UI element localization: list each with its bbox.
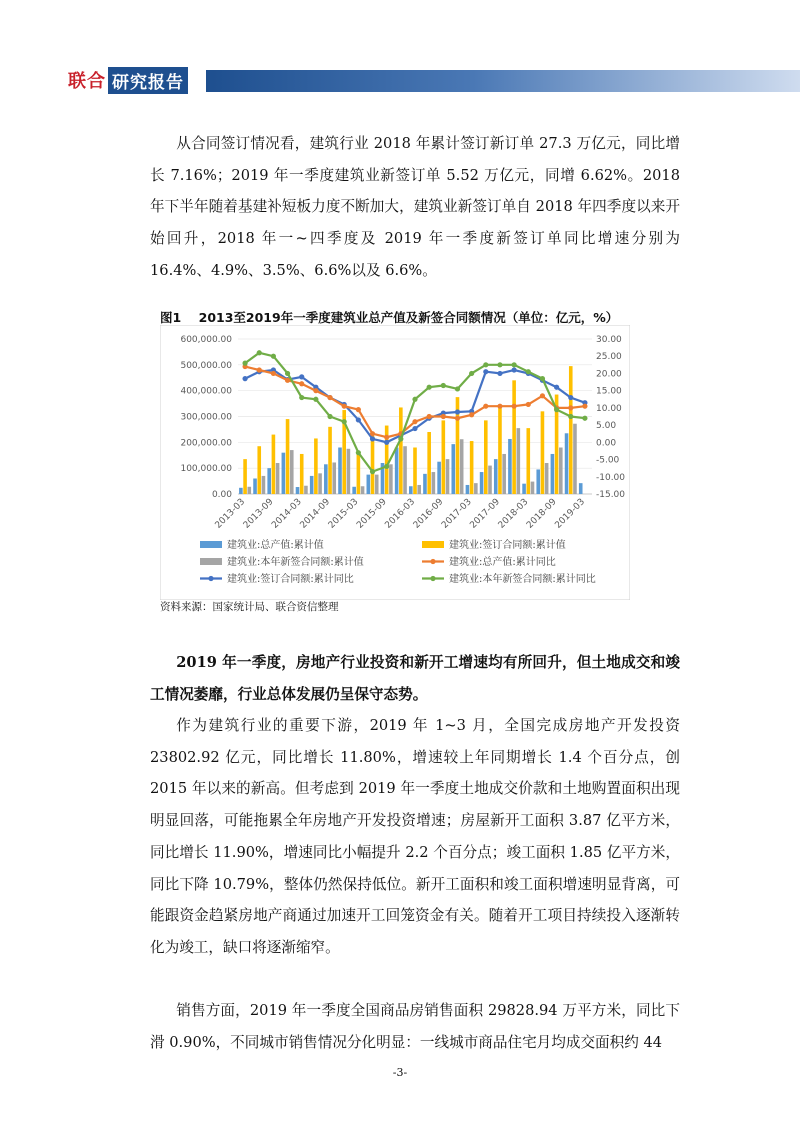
point-contract-yoy — [299, 374, 304, 379]
bar-new-contract — [502, 454, 506, 494]
bar-output — [267, 468, 271, 494]
bar-new-contract — [573, 424, 577, 494]
bar-output — [324, 464, 328, 494]
point-new-contract-yoy — [568, 414, 573, 419]
point-output-yoy — [483, 404, 488, 409]
bar-contract — [484, 420, 488, 494]
right-axis-tick-label: 25.00 — [596, 352, 622, 363]
left-axis-tick-label: 600,000.00 — [180, 335, 232, 345]
bar-contract — [286, 419, 290, 494]
point-new-contract-yoy — [441, 383, 446, 388]
bar-output — [395, 448, 399, 495]
bar-contract — [427, 432, 431, 494]
figure-caption: 2013至2019年一季度建筑业总产值及新签合同额情况（单位：亿元，%） — [198, 310, 619, 325]
point-output-yoy — [469, 412, 474, 417]
point-contract-yoy — [370, 436, 375, 441]
legend-swatch — [422, 541, 444, 548]
bar-new-contract — [262, 476, 266, 494]
bar-output — [352, 487, 356, 494]
point-new-contract-yoy — [356, 450, 361, 455]
point-output-yoy — [412, 419, 417, 424]
bar-output — [494, 459, 498, 494]
figure-source: 资料来源：国家统计局、联合资信整理 — [160, 601, 339, 613]
bar-contract — [399, 407, 403, 494]
bar-new-contract — [290, 450, 294, 494]
point-contract-yoy — [412, 426, 417, 431]
legend-label: 建筑业:签订合同额:累计值 — [449, 540, 566, 551]
bar-new-contract — [545, 463, 549, 494]
bar-new-contract — [247, 487, 251, 494]
bar-output — [480, 472, 484, 494]
x-axis-tick-label: 2018-03 — [496, 497, 531, 531]
bar-contract — [413, 448, 417, 495]
bar-output — [437, 462, 441, 494]
x-axis-tick-label: 2019-03 — [553, 497, 588, 531]
point-output-yoy — [313, 388, 318, 393]
x-axis-tick-label: 2013-09 — [241, 497, 276, 531]
bar-contract — [328, 427, 332, 494]
bar-contract — [300, 454, 304, 494]
point-new-contract-yoy — [412, 397, 417, 402]
bar-contract — [314, 438, 318, 494]
point-output-yoy — [497, 404, 502, 409]
bar-output — [508, 439, 512, 494]
right-axis-tick-label: -5.00 — [596, 455, 620, 466]
x-axis-tick-label: 2016-03 — [383, 497, 418, 531]
bar-new-contract — [460, 439, 464, 494]
point-output-yoy — [370, 431, 375, 436]
bar-output — [451, 444, 455, 494]
bar-contract — [243, 459, 247, 494]
construction-chart — [160, 325, 630, 600]
point-new-contract-yoy — [257, 350, 262, 355]
bar-new-contract — [531, 482, 535, 494]
point-new-contract-yoy — [242, 361, 247, 366]
bar-new-contract — [318, 473, 322, 494]
point-contract-yoy — [497, 371, 502, 376]
point-new-contract-yoy — [313, 397, 318, 402]
legend-label: 建筑业:签订合同额:累计同比 — [227, 574, 354, 585]
point-contract-yoy — [554, 385, 559, 390]
point-new-contract-yoy — [398, 436, 403, 441]
bar-new-contract — [446, 459, 450, 494]
bar-contract — [357, 453, 361, 494]
right-axis-tick-label: 30.00 — [596, 335, 622, 345]
bar-output — [310, 476, 314, 494]
left-axis-tick-label: 500,000.00 — [180, 360, 232, 371]
point-new-contract-yoy — [370, 469, 375, 474]
bar-output — [338, 448, 342, 495]
bar-new-contract — [361, 486, 365, 494]
point-output-yoy — [540, 393, 545, 398]
point-new-contract-yoy — [271, 354, 276, 359]
bar-output — [551, 454, 555, 494]
left-axis-tick-label: 100,000.00 — [180, 464, 232, 475]
bar-new-contract — [559, 448, 563, 495]
point-output-yoy — [257, 367, 262, 372]
paragraph-realestate-investment: 作为建筑行业的重要下游，2019 年 1~3 月，全国完成房地产开发投资 23802.92 亿元，同比增长 11.80%，增速较上年同期增长 1.4 个百分点，创 2015 年以来的新高。但考虑到 2019 年一季度土地成交价款和土地购置面积出现明显回落，可能拖累全年房地产开发投资增速；房屋新开工面积 3.87 亿平方米，同比增长 11.90%，增速同比小幅提升 2.2 个百分点；竣工面积 1.85 亿平方米，同比下降 10.79%，整体仍然保持低位。新开工面积和竣工面积增速明显背离，可能跟资金趋紧房地产商通过加速开工回笼资金有关。随着开工项目持续投入逐渐转化为竣工，缺口将逐渐缩窄。 — [150, 717, 680, 956]
point-output-yoy — [427, 414, 432, 419]
x-axis-tick-label: 2017-09 — [468, 497, 503, 531]
point-contract-yoy — [242, 376, 247, 381]
point-output-yoy — [455, 416, 460, 421]
bar-new-contract — [389, 464, 393, 494]
right-axis-tick-label: 20.00 — [596, 369, 622, 380]
bar-output — [423, 474, 427, 494]
point-contract-yoy — [568, 395, 573, 400]
bar-output — [565, 433, 569, 494]
x-axis-tick-label: 2013-03 — [213, 497, 248, 531]
brand-label: 研究报告 — [108, 67, 188, 94]
legend-label: 建筑业:总产值:累计同比 — [449, 557, 556, 568]
bar-contract — [541, 411, 545, 494]
bar-contract — [569, 366, 573, 494]
bar-new-contract — [432, 472, 436, 494]
point-new-contract-yoy — [427, 385, 432, 390]
legend-label: 建筑业:总产值:累计值 — [227, 540, 324, 551]
legend-label: 建筑业:本年新签合同额:累计同比 — [449, 574, 596, 585]
page-number: -3- — [392, 1066, 408, 1079]
bar-contract — [371, 436, 375, 494]
header-gradient-bar — [206, 70, 800, 92]
point-new-contract-yoy — [512, 362, 517, 367]
right-axis-tick-label: 0.00 — [596, 438, 617, 449]
point-new-contract-yoy — [299, 395, 304, 400]
point-new-contract-yoy — [526, 369, 531, 374]
right-axis-tick-label: 5.00 — [596, 421, 617, 432]
legend-marker — [430, 559, 435, 564]
bar-output — [239, 488, 243, 494]
left-axis-tick-label: 0.00 — [211, 490, 232, 500]
bar-new-contract — [347, 449, 351, 494]
bar-output — [296, 487, 300, 494]
bar-contract — [512, 380, 516, 494]
point-new-contract-yoy — [469, 371, 474, 376]
x-axis-tick-label: 2016-09 — [411, 497, 446, 531]
bar-new-contract — [403, 446, 407, 494]
point-new-contract-yoy — [554, 407, 559, 412]
legend-swatch — [200, 558, 222, 565]
bar-output — [367, 475, 371, 494]
figure-label: 图1 — [160, 310, 182, 325]
legend-swatch — [200, 541, 222, 548]
bar-contract — [498, 407, 502, 494]
point-new-contract-yoy — [483, 362, 488, 367]
point-contract-yoy — [455, 409, 460, 414]
bar-new-contract — [488, 466, 492, 494]
point-new-contract-yoy — [540, 376, 545, 381]
bar-new-contract — [276, 463, 280, 494]
right-axis-tick-label: 10.00 — [596, 403, 622, 414]
point-contract-yoy — [356, 417, 361, 422]
left-axis-tick-label: 300,000.00 — [180, 412, 232, 423]
right-axis-tick-label: -15.00 — [596, 490, 626, 500]
point-output-yoy — [327, 395, 332, 400]
bar-new-contract — [417, 485, 421, 494]
x-axis-tick-label: 2015-09 — [355, 497, 389, 531]
figure-title — [160, 308, 618, 326]
point-output-yoy — [356, 407, 361, 412]
point-new-contract-yoy — [342, 419, 347, 424]
bar-output — [253, 479, 257, 495]
point-output-yoy — [441, 414, 446, 419]
bar-output — [579, 483, 583, 494]
x-axis-tick-label: 2017-03 — [440, 497, 474, 531]
report-header — [68, 68, 188, 92]
bar-output — [522, 484, 526, 494]
bar-output — [466, 485, 470, 494]
left-axis-tick-label: 200,000.00 — [180, 438, 232, 449]
point-new-contract-yoy — [497, 362, 502, 367]
point-output-yoy — [568, 405, 573, 410]
paragraph-realestate-heading: 2019 年一季度，房地产行业投资和新开工增速均有所回升，但土地成交和竣工情况萎靡，行业总体发展仍呈保守态势。 — [150, 654, 680, 703]
point-new-contract-yoy — [285, 371, 290, 376]
legend-marker — [208, 576, 213, 581]
x-axis-tick-label: 2014-09 — [298, 497, 333, 531]
point-output-yoy — [271, 371, 276, 376]
right-axis-tick-label: 15.00 — [596, 386, 622, 397]
bar-output — [409, 486, 413, 494]
bar-contract — [257, 446, 261, 494]
point-output-yoy — [582, 404, 587, 409]
point-output-yoy — [299, 381, 304, 386]
legend-label: 建筑业:本年新签合同额:累计值 — [227, 557, 364, 568]
bar-new-contract — [304, 486, 308, 494]
point-contract-yoy — [483, 369, 488, 374]
point-output-yoy — [526, 402, 531, 407]
point-contract-yoy — [384, 440, 389, 445]
paragraph-sales: 销售方面，2019 年一季度全国商品房销售面积 29828.94 万平方米，同比下滑 0.90%，不同城市销售情况分化明显：一线城市商品住宅月均成交面积约 44 — [150, 1002, 680, 1051]
bar-new-contract — [517, 428, 521, 494]
right-axis-tick-label: -10.00 — [596, 472, 626, 483]
brand-name: 联合 — [68, 71, 106, 92]
x-axis-tick-label: 2018-09 — [525, 497, 559, 531]
point-new-contract-yoy — [455, 386, 460, 391]
point-new-contract-yoy — [582, 416, 587, 421]
bar-contract — [526, 428, 530, 494]
point-output-yoy — [512, 404, 517, 409]
legend-marker — [430, 576, 435, 581]
point-new-contract-yoy — [327, 414, 332, 419]
bar-new-contract — [375, 475, 379, 494]
point-contract-yoy — [512, 367, 517, 372]
point-output-yoy — [384, 435, 389, 440]
bar-new-contract — [474, 483, 478, 494]
x-axis-tick-label: 2014-03 — [270, 497, 304, 531]
bar-contract — [442, 420, 446, 494]
paragraph-contracts: 从合同签订情况看，建筑行业 2018 年累计签订新订单 27.3 万亿元，同比增长 7.16%；2019 年一季度建筑业新签订单 5.52 万亿元，同增 6.62%。2018 年下半年随着基建补短板力度不断加大，建筑业新签订单自 2018 年四季度以来开始回升，2018 年一~四季度及 2019 年一季度新签订单同比增速分别为 16.4%、4.9%、3.5%、6.6%以及 6.6%。 — [150, 135, 680, 279]
left-axis-tick-label: 400,000.00 — [180, 386, 232, 397]
bar-output — [282, 453, 286, 494]
bar-contract — [470, 441, 474, 494]
bar-new-contract — [332, 462, 336, 494]
x-axis-tick-label: 2015-03 — [326, 497, 361, 531]
point-new-contract-yoy — [384, 464, 389, 469]
bar-output — [536, 469, 540, 494]
point-output-yoy — [342, 404, 347, 409]
bar-contract — [272, 435, 276, 494]
